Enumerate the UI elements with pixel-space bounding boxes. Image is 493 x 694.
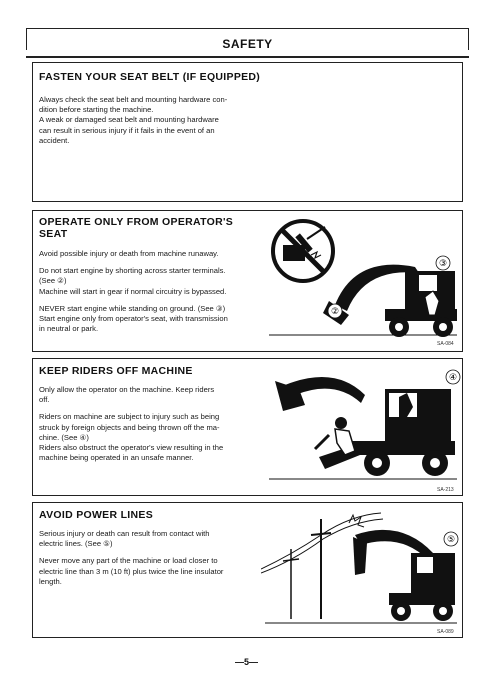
section-seat-belt (32, 62, 463, 202)
section-title: KEEP RIDERS OFF MACHINE (39, 365, 193, 377)
text-line: NEVER start engine while standing on ground. (See ③) (39, 303, 226, 313)
paragraph (39, 529, 223, 549)
text-line: Do not start engine by shorting across starter terminals. (39, 266, 226, 276)
text-line: Avoid possible injury or death from machine runaway. (39, 249, 219, 258)
text-line: length. (39, 576, 62, 586)
paragraph (39, 412, 223, 463)
paragraph (39, 266, 228, 297)
text-line: Always check the seat belt and mounting hardware con- (39, 95, 228, 104)
callout-number: ④ (448, 373, 458, 383)
section-body (39, 95, 227, 146)
section-operator-seat (32, 210, 463, 352)
illustration-starter-excavator (265, 215, 461, 345)
illustration-rider-on-machine (265, 365, 461, 485)
page-top-rule (26, 28, 469, 29)
text-line: struck by foreign objects and being thrown off the ma- (39, 422, 220, 432)
text-line: Only allow the operator on the machine. Keep riders (39, 385, 215, 394)
text-line: in neutral or park. (39, 324, 99, 334)
text-line: electric line than 3 m (10 ft) plus twice the line insulator (39, 566, 224, 576)
text-line: chine. (See ④) (39, 432, 89, 442)
section-keep-riders-off (32, 358, 463, 496)
text-line: accident. (39, 135, 70, 145)
figure-code: SA-213 (437, 487, 454, 493)
page-number: —5— (234, 657, 258, 667)
section-avoid-power-lines (32, 502, 463, 638)
section-title-line: OPERATE ONLY FROM OPERATOR'S (39, 216, 234, 228)
text-line: dition before starting the machine. (39, 105, 154, 115)
section-title: FASTEN YOUR SEAT BELT (IF EQUIPPED) (39, 71, 261, 83)
paragraph (39, 249, 228, 259)
wheeled-excavator-silhouette (275, 377, 455, 476)
section-body (39, 529, 223, 594)
text-line: electric lines. (See ⑤) (39, 539, 113, 549)
figure-code: SA-084 (437, 341, 454, 347)
text-line: Riders on machine are subject to injury such as being (39, 412, 220, 422)
text-line: machine being operated in an unsafe manner. (39, 453, 194, 463)
figure-code: SA-089 (437, 629, 454, 635)
header-divider (26, 56, 469, 58)
illustration-power-lines (261, 509, 459, 629)
callout-number: ② (330, 307, 340, 317)
rider-figure (315, 417, 355, 455)
excavator-silhouette (323, 265, 457, 337)
paragraph (39, 304, 228, 335)
callout-number: ⑤ (446, 535, 456, 545)
section-body (39, 385, 223, 470)
paragraph (39, 385, 223, 405)
text-line: Never move any part of the machine or load closer to (39, 556, 218, 566)
section-title-line: SEAT (39, 228, 68, 240)
section-title: AVOID POWER LINES (39, 509, 153, 521)
text-line: Riders also obstruct the operator's view resulting in the (39, 443, 224, 453)
paragraph (39, 556, 223, 587)
excavator-silhouette (353, 530, 455, 621)
section-body (39, 249, 228, 341)
section-title (39, 216, 233, 240)
callout-number: ③ (438, 259, 448, 269)
text-line: A weak or damaged seat belt and mounting hardware (39, 115, 219, 125)
text-line: Machine will start in gear if normal circuitry is bypassed. (39, 286, 227, 296)
text-line: off. (39, 395, 50, 405)
text-line: Serious injury or death can result from contact with (39, 529, 210, 538)
page-header-title: SAFETY (222, 37, 273, 51)
text-line: can result in serious injury if it fails in the event of an (39, 125, 215, 135)
text-line: (See ②) (39, 276, 67, 286)
text-line: Start engine only from operator's seat, with transmission (39, 314, 228, 324)
no-shorting-icon (273, 221, 333, 281)
